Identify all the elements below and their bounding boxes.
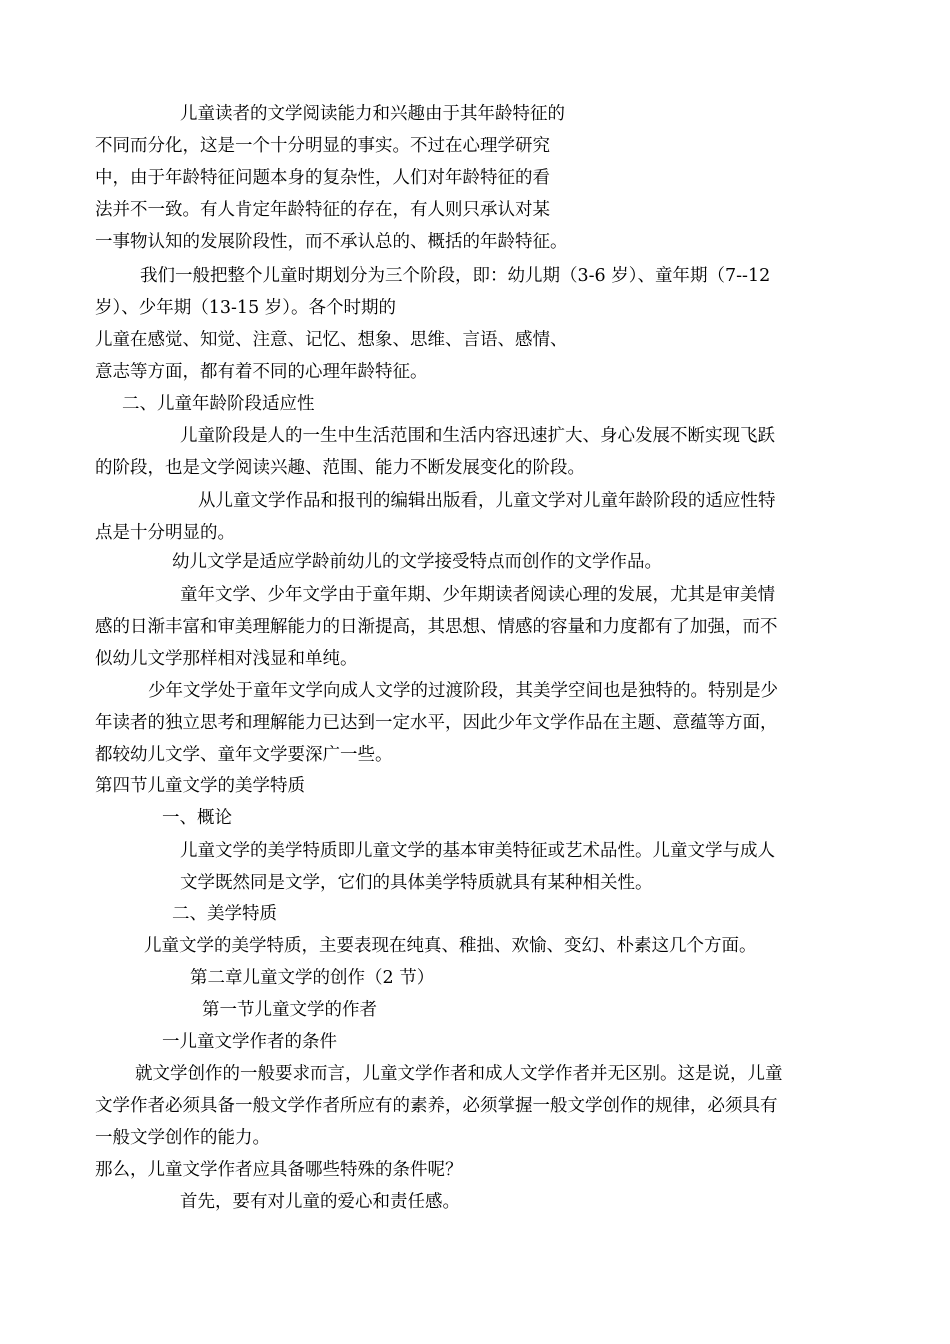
text-line: 点是十分明显的。 <box>95 523 235 543</box>
text-line: 就文学创作的一般要求而言，儿童文学作者和成人文学作者并无区别。这是说，儿童 <box>135 1064 783 1084</box>
text-line: 儿童文学的美学特质，主要表现在纯真、稚拙、欢愉、变幻、朴素这几个方面。 <box>144 936 757 956</box>
section-heading: 二、美学特质 <box>172 904 277 924</box>
text-line: 儿童文学的美学特质即儿童文学的基本审美特征或艺术品性。儿童文学与成人 <box>180 841 775 861</box>
text-line: 幼儿文学是适应学龄前幼儿的文学接受特点而创作的文学作品。 <box>172 552 662 572</box>
text-line: 首先，要有对儿童的爱心和责任感。 <box>180 1192 460 1212</box>
text-line: 儿童阶段是人的一生中生活范围和生活内容迅速扩大、身心发展不断实现飞跃 <box>180 426 775 446</box>
text-line: 儿童读者的文学阅读能力和兴趣由于其年龄特征的 <box>180 104 565 124</box>
text-line: 岁）、少年期（13-15 岁）。各个时期的 <box>95 298 397 318</box>
section-heading: 第一节儿童文学的作者 <box>202 1000 377 1020</box>
section-heading: 二、儿童年龄阶段适应性 <box>122 394 315 414</box>
text-line: 的阶段，也是文学阅读兴趣、范围、能力不断发展变化的阶段。 <box>95 458 585 478</box>
chapter-heading: 第二章儿童文学的创作（2 节） <box>190 968 435 988</box>
text-line: 似幼儿文学那样相对浅显和单纯。 <box>95 649 358 669</box>
text-line: 我们一般把整个儿童时期划分为三个阶段，即：幼儿期（3-6 岁）、童年期（7--12 <box>140 266 771 286</box>
text-line: 那么，儿童文学作者应具备哪些特殊的条件呢？ <box>95 1160 463 1180</box>
section-heading: 第四节儿童文学的美学特质 <box>95 776 305 796</box>
text-line: 少年文学处于童年文学向成人文学的过渡阶段，其美学空间也是独特的。特别是少 <box>148 681 778 701</box>
text-line: 儿童在感觉、知觉、注意、记忆、想象、思维、言语、感情、 <box>95 330 568 350</box>
text-line: 文学既然同是文学，它们的具体美学特质就具有某种相关性。 <box>180 873 653 893</box>
text-line: 一般文学创作的能力。 <box>95 1128 270 1148</box>
text-line: 法并不一致。有人肯定年龄特征的存在，有人则只承认对某 <box>95 200 550 220</box>
text-line: 童年文学、少年文学由于童年期、少年期读者阅读心理的发展，尤其是审美情 <box>180 585 775 605</box>
section-heading: 一、概论 <box>162 808 232 828</box>
text-line: 一事物认知的发展阶段性，而不承认总的、概括的年龄特征。 <box>95 232 568 252</box>
text-line: 从儿童文学作品和报刊的编辑出版看，儿童文学对儿童年龄阶段的适应性特 <box>198 491 776 511</box>
section-heading: 一儿童文学作者的条件 <box>162 1032 337 1052</box>
text-line: 中，由于年龄特征问题本身的复杂性，人们对年龄特征的看 <box>95 168 550 188</box>
text-line: 文学作者必须具备一般文学作者所应有的素养，必须掌握一般文学创作的规律，必须具有 <box>95 1096 778 1116</box>
text-line: 意志等方面，都有着不同的心理年龄特征。 <box>95 362 428 382</box>
text-line: 都较幼儿文学、童年文学要深广一些。 <box>95 745 393 765</box>
text-line: 不同而分化，这是一个十分明显的事实。不过在心理学研究 <box>95 136 550 156</box>
text-line: 年读者的独立思考和理解能力已达到一定水平，因此少年文学作品在主题、意蕴等方面， <box>95 713 778 733</box>
text-line: 感的日渐丰富和审美理解能力的日渐提高，其思想、情感的容量和力度都有了加强，而不 <box>95 617 778 637</box>
